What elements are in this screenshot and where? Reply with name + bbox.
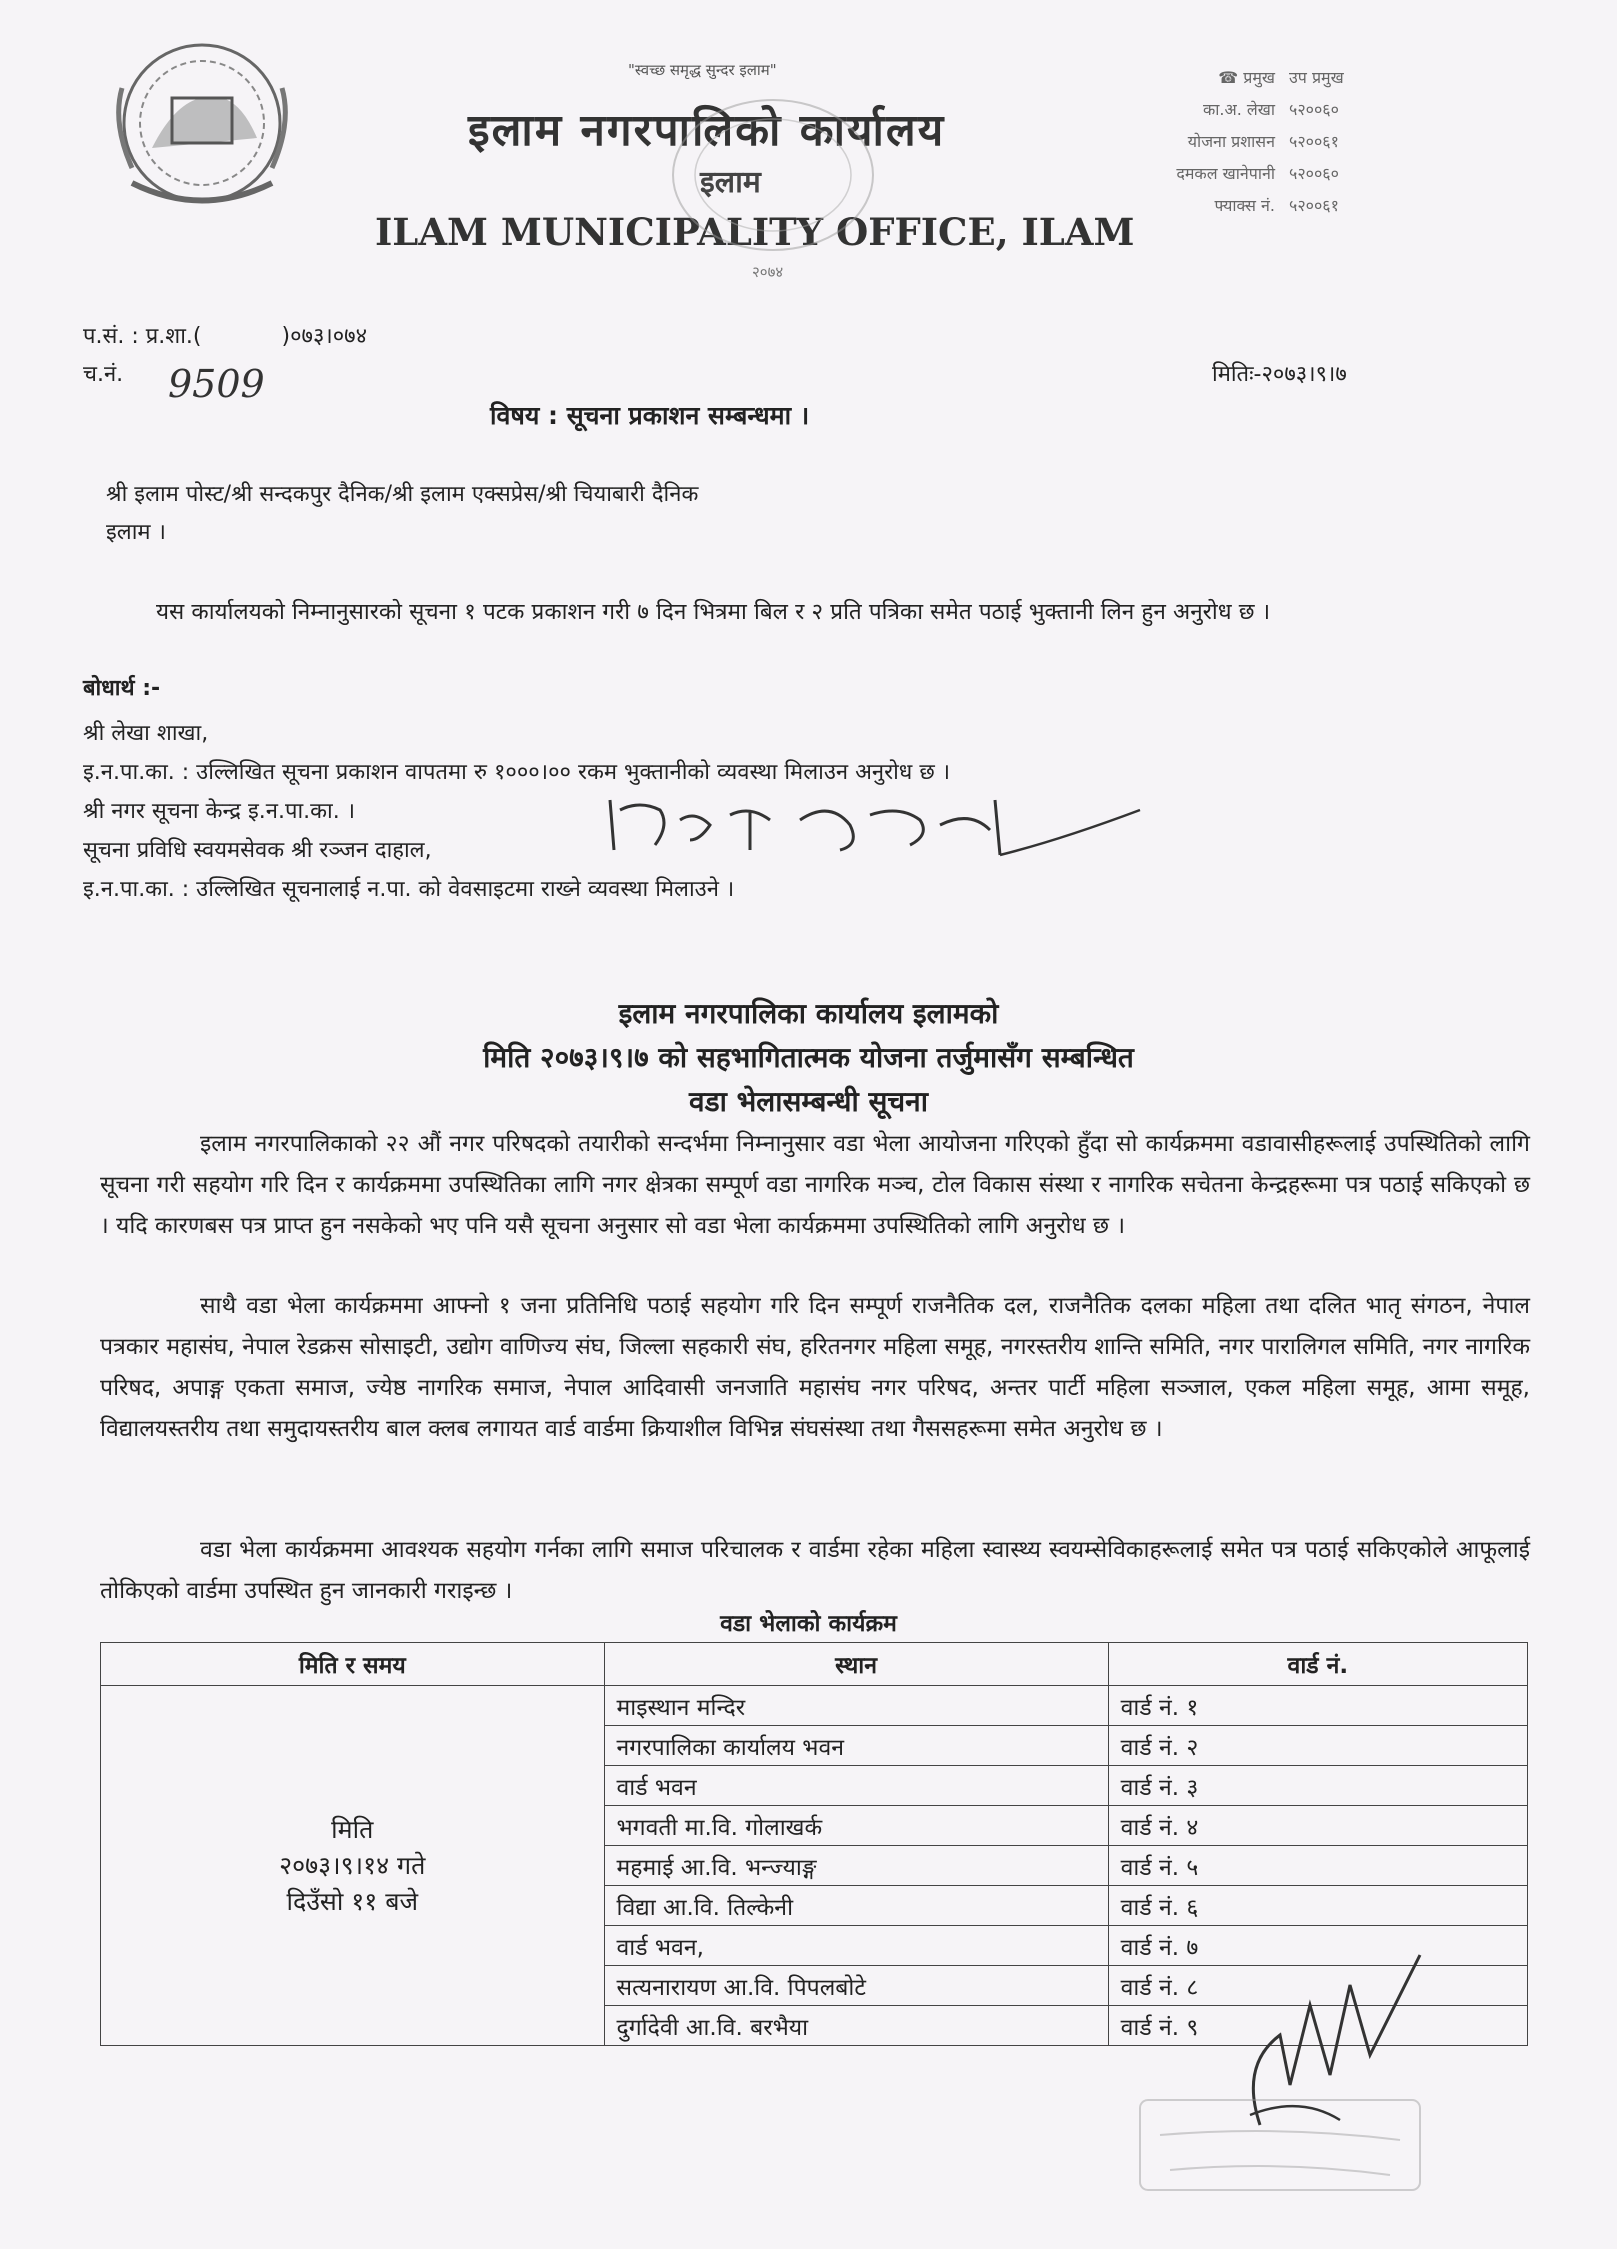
notice-paragraph-1: इलाम नगरपालिकाको २२ औं नगर परिषदको तयारीको सन्दर्भमा निम्नानुसार वडा भेला आयोजना गरिएको हुँदा सो कार्यक्रममा वडावासीहरूलाई उपस्थितिको लागि सूचना गरी सहयोग गरि दिन र कार्यक्रममा उपस्थितिका लागि नगर क्षेत्रका सम्पूर्ण वडा नागरिक मञ्च, टोल विकास संस्था र नागरिक सचेतना केन्द्रहरूमा पत्र पठाई सकिएको छ । यदि कारणबस पत्र प्राप्त हुन नसकेको भए पनि यसै सूचना अनुसार सो वडा भेला कार्यक्रममा उपस्थितिको लागि अनुरोध छ । [100, 1131, 1530, 1239]
cc-line: सूचना प्रविधि स्वयमसेवक श्री रञ्जन दाहाल, [83, 838, 432, 863]
ward-cell: वार्ड नं. ५ [1108, 1846, 1527, 1886]
place-cell: वार्ड भवन, [604, 1926, 1108, 1966]
phone-value: ५२००६० [1289, 164, 1339, 183]
letter-subject: विषय : सूचना प्रकाशन सम्बन्धमा । [490, 401, 810, 430]
when-line: दिउँसो ११ बजे [286, 1886, 419, 1916]
column-header-place: स्थान [604, 1643, 1108, 1686]
recipient-address [106, 476, 698, 552]
phone-directory [1175, 62, 1344, 222]
stamp-year: २०७४ [752, 263, 784, 281]
ref-label: प.सं. : प्र.शा.( [83, 324, 202, 349]
place-cell: महमाई आ.वि. भन्ज्याङ्ग [604, 1846, 1108, 1886]
ward-cell: वार्ड नं. ६ [1108, 1886, 1527, 1926]
table-row [101, 1686, 1528, 1726]
phone-row [1175, 126, 1344, 158]
place-cell: दुर्गादेवी आ.वि. बरभैया [604, 2006, 1108, 2046]
municipality-emblem-icon [92, 28, 312, 228]
place-cell: नगरपालिका कार्यालय भवन [604, 1726, 1108, 1766]
letter-body: यस कार्यालयको निम्नानुसारको सूचना १ पटक प्रकाशन गरी ७ दिन भित्रमा बिल र २ प्रति पत्रिका समेत पठाई भुक्तानी लिन हुन अनुरोध छ । [156, 599, 1271, 625]
phone-label: योजना प्रशासन [1187, 132, 1275, 151]
ward-cell: वार्ड नं. १ [1108, 1686, 1527, 1726]
ward-cell: वार्ड नं. ८ [1108, 1966, 1527, 2006]
cc-line: इ.न.पा.का. : उल्लिखित सूचनालाई न.पा. को वेवसाइटमा राख्ने व्यवस्था मिलाउने । [83, 877, 735, 902]
ref-year: )०७३।०७४ [281, 324, 368, 349]
phone-label: फ्याक्स नं. [1214, 196, 1275, 215]
when-line: २०७३।९।१४ गते [279, 1850, 426, 1880]
place-cell: भगवती मा.वि. गोलाखर्क [604, 1806, 1108, 1846]
when-line: मिति [331, 1814, 374, 1844]
column-header-date-time: मिति र समय [101, 1643, 605, 1686]
cc-line: श्री नगर सूचना केन्द्र इ.न.पा.का. । [83, 799, 356, 824]
column-header-ward: वार्ड नं. [1108, 1643, 1527, 1686]
reference-number [83, 320, 367, 350]
letter-date: मितिः-२०७३।९।७ [1212, 362, 1347, 387]
phone-value: उप प्रमुख [1289, 68, 1344, 87]
ward-cell: वार्ड नं. २ [1108, 1726, 1527, 1766]
table-header-row [101, 1643, 1528, 1686]
cc-line: इ.न.पा.का. : उल्लिखित सूचना प्रकाशन वापतमा रु १०००।०० रकम भुक्तानीको व्यवस्था मिलाउन अनुरोध छ । [83, 760, 951, 785]
phone-label: का.अ. लेखा [1203, 100, 1275, 119]
cc-line: श्री लेखा शाखा, [83, 721, 209, 746]
handwritten-signature-icon [600, 780, 1160, 880]
address-line: इलाम । [106, 520, 166, 545]
notice-paragraph-3: वडा भेला कार्यक्रममा आवश्यक सहयोग गर्नका लागि समाज परिचालक र वार्डमा रहेका महिला स्वास्थ्य स्वयम्सेविकाहरूलाई समेत पत्र पठाई सकिएकोले आफूलाई तोकिएको वार्डमा उपस्थित हुन जानकारी गराइन्छ । [100, 1537, 1530, 1604]
phone-value: ५२००६१ [1289, 196, 1339, 215]
phone-row [1175, 94, 1344, 126]
ward-cell: वार्ड नं. ७ [1108, 1926, 1527, 1966]
place-cell: विद्या आ.वि. तिल्केनी [604, 1886, 1108, 1926]
phone-value: ५२००६० [1289, 100, 1339, 119]
office-city-nepali: इलाम [700, 165, 761, 200]
notice-paragraph-2: साथै वडा भेला कार्यक्रममा आफ्नो १ जना प्रतिनिधि पठाई सहयोग गरि दिन सम्पूर्ण राजनैतिक दल, राजनैतिक दलका महिला तथा दलित भातृ संगठन, नेपाल पत्रकार महासंघ, नेपाल रेडक्रस सोसाइटी, उद्योग वाणिज्य संघ, जिल्ला सहकारी संघ, हरितनगर महिला समूह, नगरस्तरीय शान्ति समिति, नगर पारालिगल समिति, नगर नागरिक परिषद, अपाङ्ग एकता समाज, ज्येष्ठ नागरिक समाज, नेपाल आदिवासी जनजाति महासंघ नगर परिषद, अन्तर पार्टी महिला सञ्जाल, एकल महिला समूह, आमा समूह, विद्यालयस्तरीय तथा समुदायस्तरीय बाल क्लब लगायत वार्ड वार्डमा क्रियाशील विभिन्न संघसंस्था तथा गैससहरूमा समेत अनुरोध छ । [100, 1293, 1530, 1442]
schedule-caption: वडा भेलाको कार्यक्रम [720, 1611, 897, 1637]
phone-value: ५२००६१ [1289, 132, 1339, 151]
ward-cell: वार्ड नं. ३ [1108, 1766, 1527, 1806]
phone-label: दमकल खानेपानी [1176, 164, 1275, 183]
place-cell: सत्यनारायण आ.वि. पिपलबोटे [604, 1966, 1108, 2006]
cc-label: बोधार्थ :- [83, 676, 161, 701]
phone-label: ☎ प्रमुख [1218, 68, 1275, 87]
office-seal-stamp-icon [648, 90, 898, 260]
office-name-english: ILAM MUNICIPALITY OFFICE, ILAM [375, 210, 1135, 254]
place-cell: वार्ड भवन [604, 1766, 1108, 1806]
dispatch-number: 9509 [168, 362, 265, 406]
notice-title-line1: इलाम नगरपालिका कार्यालय इलामको [618, 997, 999, 1030]
notice-title-line3: वडा भेलासम्बन्धी सूचना [689, 1085, 928, 1118]
notice-title-line2: मिति २०७३।९।७ को सहभागितात्मक योजना तर्जुमासँग सम्बन्धित [483, 1041, 1134, 1074]
phone-row [1175, 158, 1344, 190]
address-line: श्री इलाम पोस्ट/श्री सन्दकपुर दैनिक/श्री इलाम एक्सप्रेस/श्री चियाबारी दैनिक [106, 482, 699, 507]
motto: "स्वच्छ समृद्ध सुन्दर इलाम" [628, 61, 777, 79]
office-name-nepali: इलाम नगरपालिको कार्यालय [468, 105, 946, 156]
phone-row [1175, 62, 1344, 94]
place-cell: माइस्थान मन्दिर [604, 1686, 1108, 1726]
meeting-date-time [101, 1686, 605, 2046]
dispatch-label: च.नं. [83, 362, 124, 387]
phone-row [1175, 190, 1344, 222]
ward-cell: वार्ड नं. ४ [1108, 1806, 1527, 1846]
ward-cell: वार्ड नं. ९ [1108, 2006, 1527, 2046]
officer-stamp-icon [1120, 2090, 1440, 2200]
